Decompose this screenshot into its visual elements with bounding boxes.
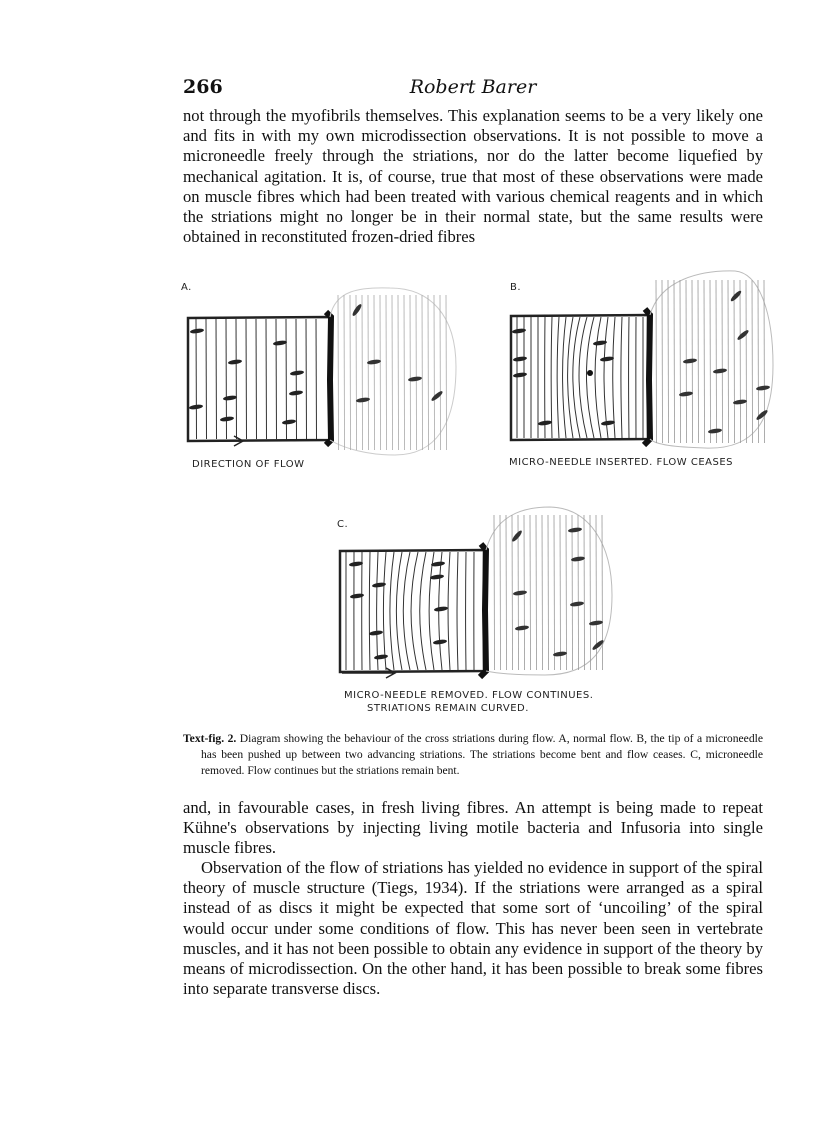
panel-b-striations xyxy=(517,317,643,438)
nucleus-mark xyxy=(601,420,615,426)
panel-b-diagram xyxy=(509,271,773,468)
striation-line xyxy=(392,295,393,450)
nucleus-mark xyxy=(374,654,388,660)
striation-line xyxy=(590,515,591,670)
striation-line xyxy=(716,280,717,443)
panel-a-striations xyxy=(196,319,317,439)
nucleus-mark xyxy=(600,356,614,362)
striation-line xyxy=(368,295,369,450)
striation-line xyxy=(595,317,601,438)
nucleus-mark xyxy=(733,399,747,405)
striation-line xyxy=(316,319,317,439)
nucleus-mark xyxy=(568,527,582,533)
striation-line xyxy=(728,280,729,443)
panel-c-label-line-1: MICRO-NEEDLE REMOVED. FLOW CONTINUES. xyxy=(344,690,594,701)
panel-c-diagram xyxy=(337,507,612,714)
nucleus-mark xyxy=(553,651,567,657)
striation-line xyxy=(548,515,549,670)
panel-c-label-line-2: STRIATIONS REMAIN CURVED. xyxy=(367,703,529,714)
panel-b-bulge-striations xyxy=(656,280,765,443)
nucleus-mark xyxy=(190,328,204,334)
nucleus-mark xyxy=(290,370,304,376)
striation-line xyxy=(572,515,573,670)
striation-line xyxy=(542,515,543,670)
striation-line xyxy=(602,515,603,670)
nucleus-mark xyxy=(736,329,750,341)
striation-line xyxy=(266,319,267,439)
striation-line xyxy=(216,319,217,439)
striation-line xyxy=(613,317,615,438)
striation-line xyxy=(390,552,394,670)
caption-text: Diagram showing the behaviour of the cross striations during flow. A, normal flow. B, the tip of a microneedle has been pushed up between two advancing striations. The striations become bent and flow ceases. C, microneedle removed. Flow continues but the striations remain bent. xyxy=(201,732,763,777)
striation-line xyxy=(362,295,363,450)
striation-line xyxy=(440,295,441,450)
panel-b-boundary xyxy=(644,309,650,445)
running-head: Robert Barer xyxy=(409,76,537,98)
striation-line xyxy=(568,317,573,438)
figure-caption xyxy=(183,731,763,779)
striation-line xyxy=(734,280,735,443)
nucleus-mark xyxy=(349,561,363,567)
nucleus-mark xyxy=(282,419,296,425)
striation-line xyxy=(422,295,423,450)
striation-line xyxy=(656,280,657,443)
striation-line xyxy=(236,319,237,439)
striation-line xyxy=(579,317,587,438)
nucleus-mark xyxy=(430,390,444,402)
striation-line xyxy=(350,295,351,450)
striation-line xyxy=(196,319,197,439)
nucleus-mark xyxy=(289,390,303,396)
nucleus-mark xyxy=(515,625,529,631)
striation-line xyxy=(457,552,458,670)
nucleus-mark xyxy=(434,606,448,612)
striation-line xyxy=(662,280,663,443)
nucleus-mark xyxy=(273,340,287,346)
panel-c-bulge-striations xyxy=(494,515,603,670)
panel-a-bulge-striations xyxy=(338,295,447,450)
striation-line xyxy=(338,295,339,450)
panel-a-fibre-bulge xyxy=(330,288,456,455)
panel-c-striations xyxy=(346,552,474,670)
striation-line xyxy=(396,552,402,670)
striation-line xyxy=(506,515,507,670)
panel-b-needle-tip xyxy=(587,370,593,376)
striation-line xyxy=(383,552,386,670)
page-header xyxy=(183,76,763,102)
striation-line xyxy=(586,317,594,438)
striation-line xyxy=(296,319,297,439)
nucleus-mark xyxy=(228,359,242,365)
striation-line xyxy=(722,280,723,443)
nucleus-mark xyxy=(513,356,527,362)
striation-line xyxy=(604,317,608,438)
striation-line xyxy=(621,317,622,438)
nucleus-mark xyxy=(369,630,383,636)
nucleus-mark xyxy=(430,574,444,580)
striation-line xyxy=(386,295,387,450)
caption-label: Text-fig. 2. xyxy=(183,732,237,745)
panel-a-diagram xyxy=(181,282,456,470)
body-paragraph-2: and, in favourable cases, in fresh living fibres. An attempt is being made to repeat Kühne's observations by injecting living motile bacteria and Infusoria into single muscle fibres. xyxy=(183,798,763,858)
striation-line xyxy=(674,280,675,443)
striation-line xyxy=(420,552,426,670)
nucleus-mark xyxy=(755,409,769,421)
striation-line xyxy=(551,317,552,438)
striation-line xyxy=(698,280,699,443)
striation-line xyxy=(563,317,566,438)
striation-line xyxy=(500,515,501,670)
striation-line xyxy=(554,515,555,670)
panel-c-fibre-bulge xyxy=(486,507,612,675)
striation-line xyxy=(752,280,753,443)
nucleus-mark xyxy=(683,358,697,364)
striation-line xyxy=(416,295,417,450)
nucleus-mark xyxy=(708,428,722,434)
striation-line xyxy=(411,552,418,670)
striation-line xyxy=(704,280,705,443)
panel-c-boundary xyxy=(480,544,486,677)
striation-line xyxy=(404,295,405,450)
striation-line xyxy=(428,295,429,450)
striation-line xyxy=(246,319,247,439)
nucleus-mark xyxy=(511,529,523,543)
nucleus-mark xyxy=(513,590,527,596)
body-paragraph-1: not through the myofibrils themselves. This explanation seems to be a very likely one and fits in with my own microdissection observations. It is not possible to move a microneedle freely through the striations, nor do the latter become liquefied by mechanical agitation. It is, of course, true that most of these observations were made on muscle fibres which had been treated with various chemical reagents and in which the striations might no longer be in their normal state, but the same results were obtained in reconstituted frozen-dried fibres xyxy=(183,106,763,247)
striation-line xyxy=(344,295,345,450)
nucleus-mark xyxy=(538,420,552,426)
figure-text-fig-2 xyxy=(0,255,816,725)
striation-line xyxy=(374,295,375,450)
nucleus-mark xyxy=(679,391,693,397)
striation-line xyxy=(578,515,579,670)
striation-line xyxy=(448,552,450,670)
striation-line xyxy=(764,280,765,443)
striation-line xyxy=(403,552,410,670)
striation-line xyxy=(584,515,585,670)
striation-line xyxy=(446,295,447,450)
striation-line xyxy=(434,295,435,450)
panel-a-label: DIRECTION OF FLOW xyxy=(192,459,305,470)
striation-line xyxy=(746,280,747,443)
striation-line xyxy=(276,319,277,439)
page-number: 266 xyxy=(183,76,223,98)
striation-line xyxy=(680,280,681,443)
striation-line xyxy=(410,295,411,450)
striation-line xyxy=(206,319,207,439)
striation-line xyxy=(377,552,378,670)
striation-line xyxy=(512,515,513,670)
panel-a-fibre-outline xyxy=(188,317,330,441)
nucleus-mark xyxy=(189,404,203,410)
nucleus-mark xyxy=(351,303,363,317)
panel-a-letter: A. xyxy=(181,282,192,293)
nucleus-mark xyxy=(713,368,727,374)
striation-line xyxy=(566,515,567,670)
nucleus-mark xyxy=(433,639,447,645)
striation-line xyxy=(560,515,561,670)
striation-line xyxy=(380,295,381,450)
panel-c-letter: C. xyxy=(337,519,349,530)
striation-line xyxy=(398,295,399,450)
nucleus-mark xyxy=(589,620,603,626)
striation-line xyxy=(710,280,711,443)
panel-a-boundary xyxy=(326,312,331,445)
body-paragraph-3: Observation of the flow of striations has yielded no evidence in support of the spiral theory of muscle structure (Tiegs, 1934). If the striations were arranged as a spiral instead of as discs it might be expected that some sort of ‘uncoiling’ of the spiral would occur under some conditions of flow. This has never been seen in vertebrate muscles, and it has not been possible to obtain any evidence in support of the theory by means of microdissection. On the other hand, it has been possible to break some fibres into separate transverse discs. xyxy=(183,858,763,999)
panel-c-direction-arrow xyxy=(342,668,395,678)
nucleus-mark xyxy=(220,416,234,422)
striation-line xyxy=(356,295,357,450)
panel-a-bulge-nuclei xyxy=(351,303,444,403)
striation-line xyxy=(530,515,531,670)
nucleus-mark xyxy=(223,395,237,401)
panel-b-letter: B. xyxy=(510,282,522,293)
nucleus-mark xyxy=(367,359,381,365)
nucleus-mark xyxy=(729,289,742,302)
striation-line xyxy=(668,280,669,443)
striation-line xyxy=(557,317,559,438)
nucleus-mark xyxy=(513,372,527,378)
striation-line xyxy=(429,552,434,670)
striation-line xyxy=(740,280,741,443)
striation-line xyxy=(306,319,307,439)
striation-line xyxy=(494,515,495,670)
striation-line xyxy=(369,552,370,670)
striation-line xyxy=(536,515,537,670)
striation-line xyxy=(256,319,257,439)
nucleus-mark xyxy=(571,556,585,562)
panel-b-label: MICRO-NEEDLE INSERTED. FLOW CEASES xyxy=(509,457,734,468)
